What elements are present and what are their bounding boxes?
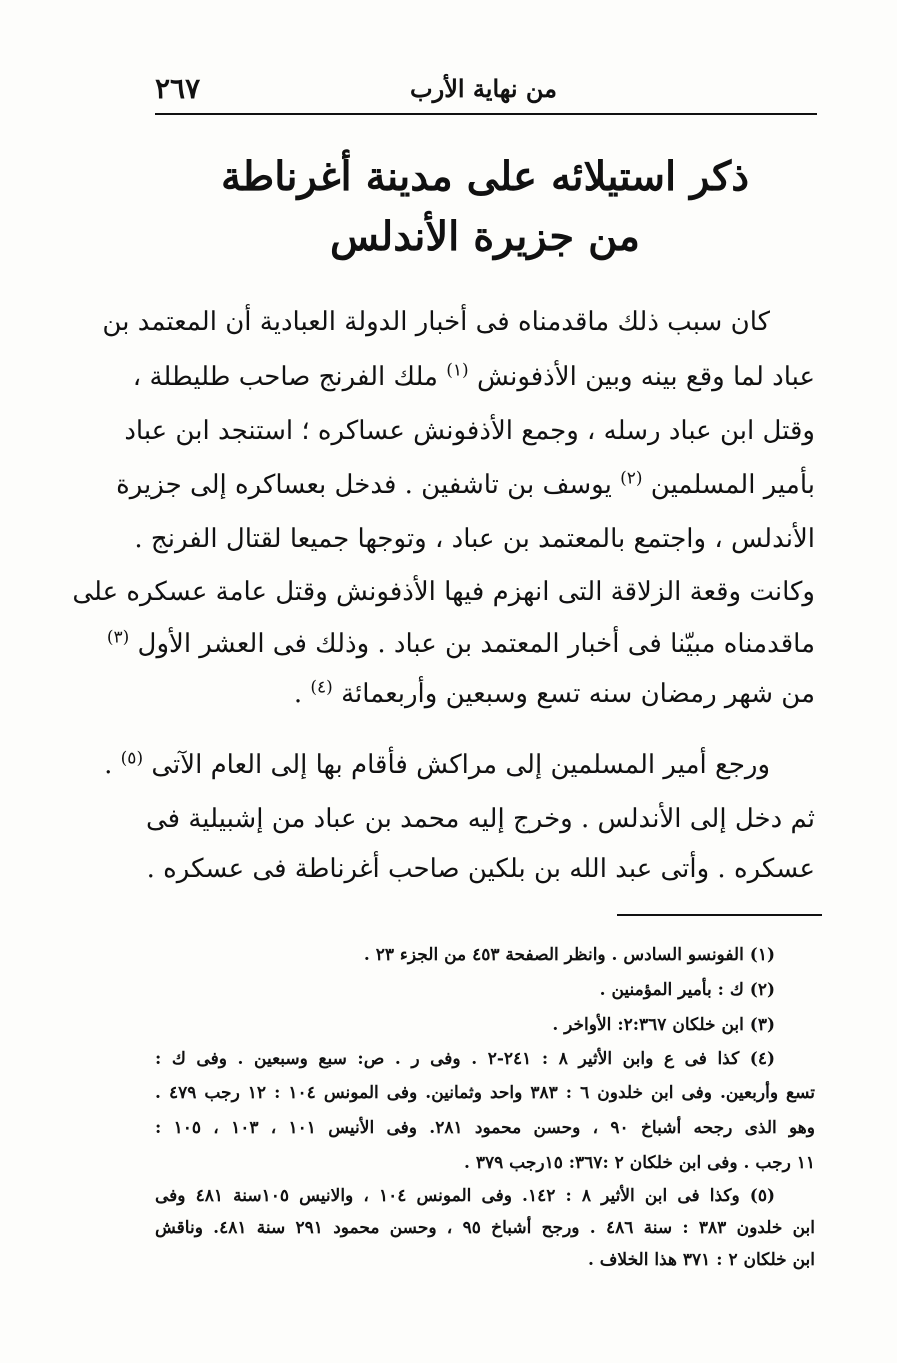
body-text: وكانت وقعة الزلاقة التى انهزم فيها الأذفونش وقتل عامة عسكره على <box>72 577 815 607</box>
body-line <box>102 302 815 342</box>
page-header <box>155 68 815 112</box>
footnote-mark: (٣) <box>106 627 130 648</box>
footnote-mark: (١) <box>446 360 469 381</box>
body-text: ورجع أمير المسلمين إلى مراكش فأقام بها إلى العام الآتى <box>151 750 770 780</box>
footnote-line: تسع وأربعين. وفى ابن خلدون ٦ : ٣٨٣ واحد وثمانين. وفى المونس ١٠٤ : ١٢ رجب ٤٧٩ . <box>155 1083 815 1103</box>
body-line <box>155 674 815 714</box>
body-line <box>72 572 815 612</box>
footnote-mark: (٥) <box>120 748 144 769</box>
footnote-rule <box>617 914 822 916</box>
body-line <box>116 465 815 505</box>
body-line <box>124 411 815 451</box>
footnote-mark: (٤) <box>310 677 333 698</box>
footnote-mark: (٢) <box>620 468 643 489</box>
body-text: كان سبب ذلك ماقدمناه فى أخبار الدولة العبادية أن المعتمد بن <box>102 307 770 337</box>
body-text: عباد لما وقع بينه وبين الأذفونش <box>476 362 815 392</box>
body-text: يوسف بن تاشفين . فدخل بعساكره إلى جزيرة <box>116 470 612 500</box>
header-rule <box>155 113 817 115</box>
body-line <box>145 799 815 839</box>
body-text: من شهر رمضان سنه تسع وسبعين وأربعمائة <box>341 679 815 709</box>
footnote-line: (٣) ابن خلكان ٢:٣٦٧: الأواخر . <box>552 1015 775 1035</box>
running-title: من نهاية الأرب <box>410 74 557 103</box>
body-text: ملك الفرنج صاحب طليطلة ، <box>132 362 438 392</box>
footnote-line: ابن خلكان ٢ : ٣٧١ هذا الخلاف . <box>587 1250 815 1270</box>
footnote-line: (٢) ك : بأمير المؤمنين . <box>599 980 775 1000</box>
page-number: ٢٦٧ <box>155 72 201 105</box>
footnote-line: ابن خلدون ٣٨٣ : سنة ٤٨٦ . ورجح أشباخ ٩٥ ، وحسن محمود ٢٩١ سنة ٤٨١. وناقش <box>155 1218 815 1238</box>
body-line <box>146 849 815 889</box>
body-line <box>132 357 815 397</box>
body-text: عسكره . وأتى عبد الله بن بلكين صاحب أغرناطة فى عسكره . <box>146 854 815 884</box>
body-text: الأندلس ، واجتمع بالمعتمد بن عباد ، وتوجها جميعا لقتال الفرنج . <box>134 524 815 554</box>
body-text: . <box>104 750 113 780</box>
body-text: بأمير المسلمين <box>650 470 815 500</box>
body-text: ماقدمناه مبيّنا فى أخبار المعتمد بن عباد . وذلك فى العشر الأول <box>137 629 815 659</box>
chapter-title-line-1: ذكر استيلائه على مدينة أغرناطة <box>220 153 750 200</box>
footnote-line: (٥) وكذا فى ابن الأثير ٨ : ١٤٢. وفى المونس ١٠٤ ، والانيس ١٠٥سنة ٤٨١ وفى <box>155 1186 775 1206</box>
body-line <box>104 745 815 785</box>
body-line <box>134 519 815 559</box>
body-text: وقتل ابن عباد رسله ، وجمع الأذفونش عساكره ؛ استنجد ابن عباد <box>124 416 815 446</box>
body-line <box>106 624 815 664</box>
body-text: . <box>293 679 303 709</box>
footnote-line: وهو الذى رجحه أشباخ ٩٠ ، وحسن محمود ٢٨١. وفى الأنيس ١٠١ ، ١٠٣ ، ١٠٥ : <box>155 1118 815 1138</box>
footnote-line: (١) الفونسو السادس . وانظر الصفحة ٤٥٣ من الجزء ٢٣ . <box>363 945 775 965</box>
body-text: ثم دخل إلى الأندلس . وخرج إليه محمد بن عباد من إشبيلية فى <box>145 804 815 834</box>
footnote-line: ١١ رجب . وفى ابن خلكان ٢ :٣٦٧: ١٥رجب ٣٧٩ . <box>463 1153 815 1173</box>
footnote-line: (٤) كذا فى ع وابن الأثير ٨ : ٢٤١-٢ . وفى ر . ص: سبع وسبعين . وفى ك : <box>155 1049 775 1069</box>
chapter-title-line-2: من جزيرة الأندلس <box>330 213 640 260</box>
